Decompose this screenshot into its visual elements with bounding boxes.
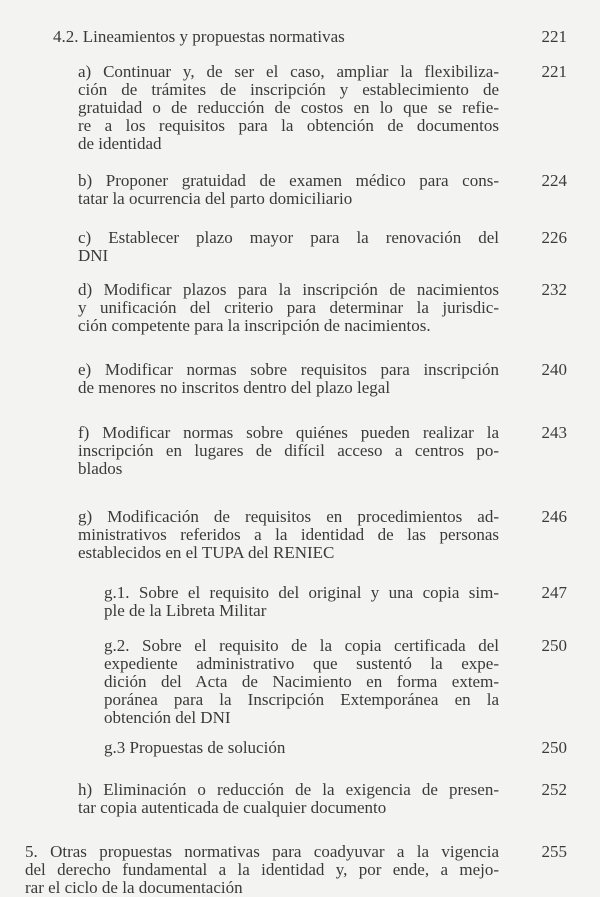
- toc-entry-line: ple de la Libreta Militar: [104, 601, 267, 620]
- toc-entry-line: DNI: [78, 246, 109, 265]
- toc-entry-line: c) Establecer plazo mayor para la renovación del: [78, 228, 499, 247]
- toc-entry-line: h) Eliminación o reducción de la exigencia de presen-: [78, 780, 499, 799]
- toc-entry-title: [78, 361, 499, 397]
- toc-entry-line: establecidos en el TUPA del RENIEC: [78, 543, 335, 562]
- toc-page-number: 255: [541, 842, 567, 861]
- toc-entry-title: [104, 584, 499, 620]
- toc-entry-line: g.1. Sobre el requisito del original y una copia sim-: [104, 583, 499, 602]
- toc-page-number: 243: [541, 423, 567, 442]
- toc-entry-line: gratuidad o de reducción de costos en lo que se refie-: [78, 98, 499, 117]
- toc-entry-title: [25, 843, 499, 897]
- toc-page-number: 221: [541, 62, 567, 81]
- toc-entry-line: e) Modificar normas sobre requisitos para inscripción: [78, 360, 499, 379]
- toc-entry-line: ción competente para la inscripción de nacimientos.: [78, 316, 431, 335]
- toc-entry-line: a) Continuar y, de ser el caso, ampliar la flexibiliza-: [78, 62, 499, 81]
- toc-page-number: 246: [541, 507, 567, 526]
- toc-entry-line: obtención del DNI: [104, 708, 231, 727]
- toc-entry-line: y unificación del criterio para determinar la jurisdic-: [78, 298, 499, 317]
- toc-entry-line: ministrativos referidos a la identidad de las personas: [78, 525, 499, 544]
- toc-entry-line: g.2. Sobre el requisito de la copia certificada del: [104, 636, 499, 655]
- toc-entry-line: expediente administrativo que sustentó la expe-: [104, 654, 499, 673]
- toc-entry-line: inscripción en lugares de difícil acceso a centros po-: [78, 441, 499, 460]
- toc-entry-line: de identidad: [78, 134, 162, 153]
- toc-entry-title: [78, 508, 499, 562]
- toc-entry-title: [78, 281, 499, 335]
- toc-entry-line: 4.2. Lineamientos y propuestas normativas: [53, 27, 345, 46]
- toc-entry-line: rar el ciclo de la documentación: [25, 878, 243, 897]
- toc-entry-line: f) Modificar normas sobre quiénes pueden realizar la: [78, 423, 499, 442]
- toc-page-number: 250: [541, 738, 567, 757]
- toc-entry-line: dición del Acta de Nacimiento en forma extem-: [104, 672, 499, 691]
- toc-entry-line: re a los requisitos para la obtención de documentos: [78, 116, 499, 135]
- toc-entry-line: tar copia autenticada de cualquier documento: [78, 798, 387, 817]
- toc-entry-line: blados: [78, 459, 123, 478]
- toc-page-number: 240: [541, 360, 567, 379]
- toc-entry-line: 5. Otras propuestas normativas para coadyuvar a la vigencia: [25, 842, 499, 861]
- toc-entry-title: [78, 424, 499, 478]
- toc-page-number: 232: [541, 280, 567, 299]
- toc-entry-line: g) Modificación de requisitos en procedimientos ad-: [78, 507, 499, 526]
- toc-entry-line: de menores no inscritos dentro del plazo legal: [78, 378, 391, 397]
- toc-page-number: 247: [541, 583, 567, 602]
- toc-page-number: 226: [541, 228, 567, 247]
- toc-entry-line: g.3 Propuestas de solución: [104, 738, 286, 757]
- toc-entry-line: d) Modificar plazos para la inscripción de nacimientos: [78, 280, 499, 299]
- toc-entry-title: [104, 637, 499, 727]
- toc-entry-line: ción de trámites de inscripción y establecimiento de: [78, 80, 499, 99]
- toc-entry-line: tatar la ocurrencia del parto domiciliario: [78, 189, 353, 208]
- toc-page-number: 221: [541, 27, 567, 46]
- toc-page-number: 252: [541, 780, 567, 799]
- toc-entry-title: [78, 229, 499, 265]
- toc-page-number: 250: [541, 636, 567, 655]
- toc-page-number: 224: [541, 171, 567, 190]
- toc-entry-title: [78, 172, 499, 208]
- toc-entry-title: [53, 28, 499, 46]
- toc-entry-title: [78, 781, 499, 817]
- toc-entry-title: [78, 63, 499, 153]
- toc-entry-line: b) Proponer gratuidad de examen médico para cons-: [78, 171, 499, 190]
- toc-entry-title: [104, 739, 499, 757]
- toc-entry-line: poránea para la Inscripción Extemporánea en la: [104, 690, 499, 709]
- toc-entry-line: del derecho fundamental a la identidad y, por ende, a mejo-: [25, 860, 499, 879]
